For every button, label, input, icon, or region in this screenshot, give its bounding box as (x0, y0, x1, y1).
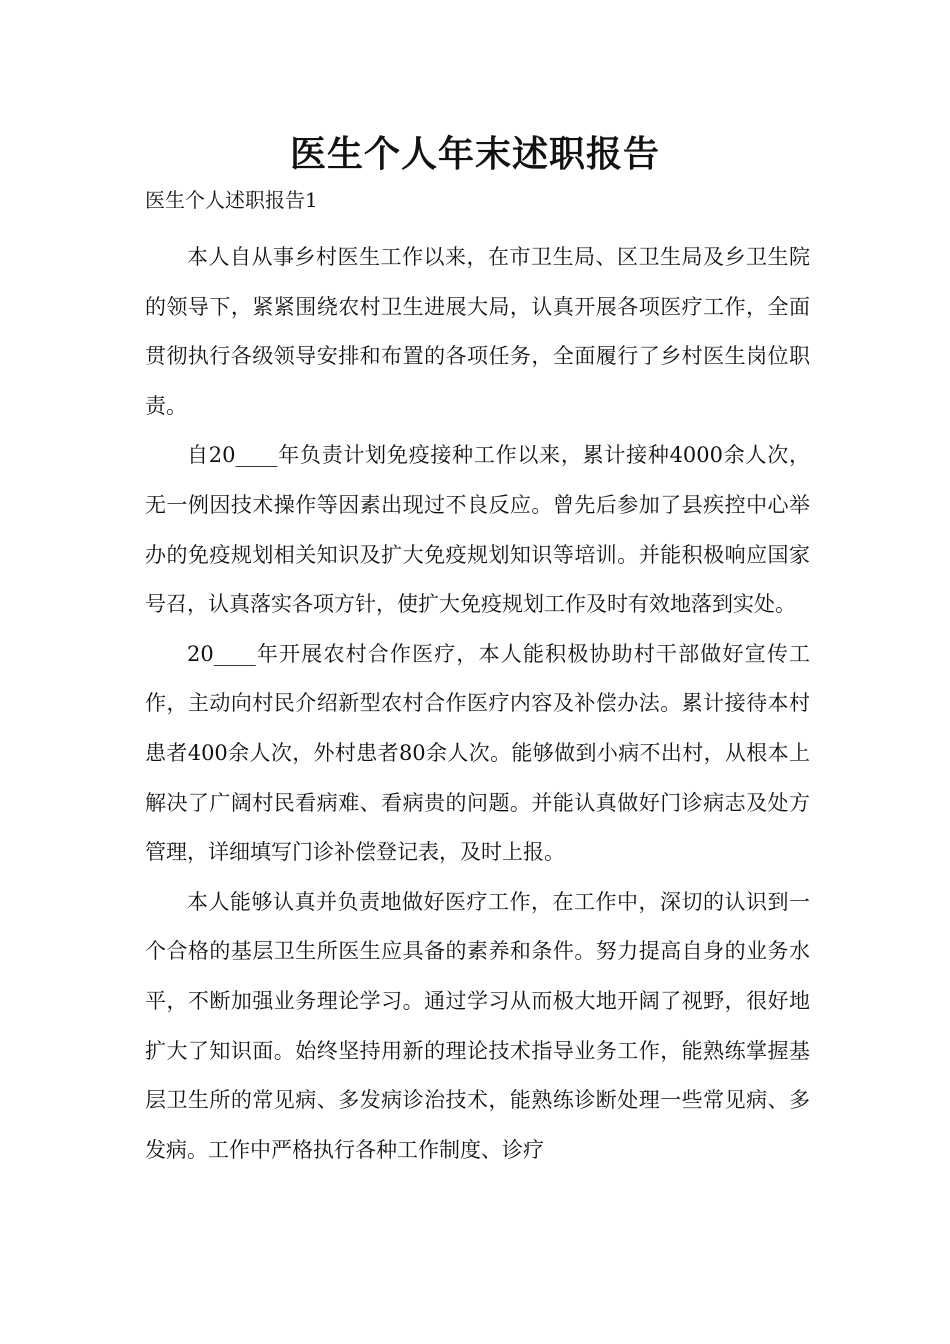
paragraph-4: 本人能够认真并负责地做好医疗工作，在工作中，深切的认识到一个合格的基层卫生所医生应具备的素养和条件。努力提高自身的业务水平，不断加强业务理论学习。通过学习从而极大地开阔了视野，很好地扩大了知识面。始终坚持用新的理论技术指导业务工作，能熟练掌握基层卫生所的常见病、多发病诊治技术，能熟练诊断处理一些常见病、多发病。工作中严格执行各种工作制度、诊疗 (145, 889, 810, 1162)
paragraph-2: 自20____年负责计划免疫接种工作以来，累计接种4000余人次，无一例因技术操作等因素出现过不良反应。曾先后参加了县疾控中心举办的免疫规划相关知识及扩大免疫规划知识等培训。并能积极响应国家号召，认真落实各项方针，使扩大免疫规划工作及时有效地落到实处。 (145, 443, 810, 617)
paragraph-3: 20____年开展农村合作医疗，本人能积极协助村干部做好宣传工作，主动向村民介绍新型农村合作医疗内容及补偿办法。累计接待本村患者400余人次，外村患者80余人次。能够做到小病不出村，从根本上解决了广阔村民看病难、看病贵的问题。并能认真做好门诊病志及处方管理，详细填写门诊补偿登记表，及时上报。 (145, 641, 810, 865)
section-heading: 医生个人述职报告1 (145, 188, 318, 212)
document-body (145, 233, 810, 1175)
paragraph-1: 本人自从事乡村医生工作以来，在市卫生局、区卫生局及乡卫生院的领导下，紧紧围绕农村卫生进展大局，认真开展各项医疗工作，全面贯彻执行各级领导安排和布置的各项任务，全面履行了乡村医生岗位职责。 (145, 245, 810, 418)
document-title: 医生个人年末述职报告 (289, 133, 660, 175)
